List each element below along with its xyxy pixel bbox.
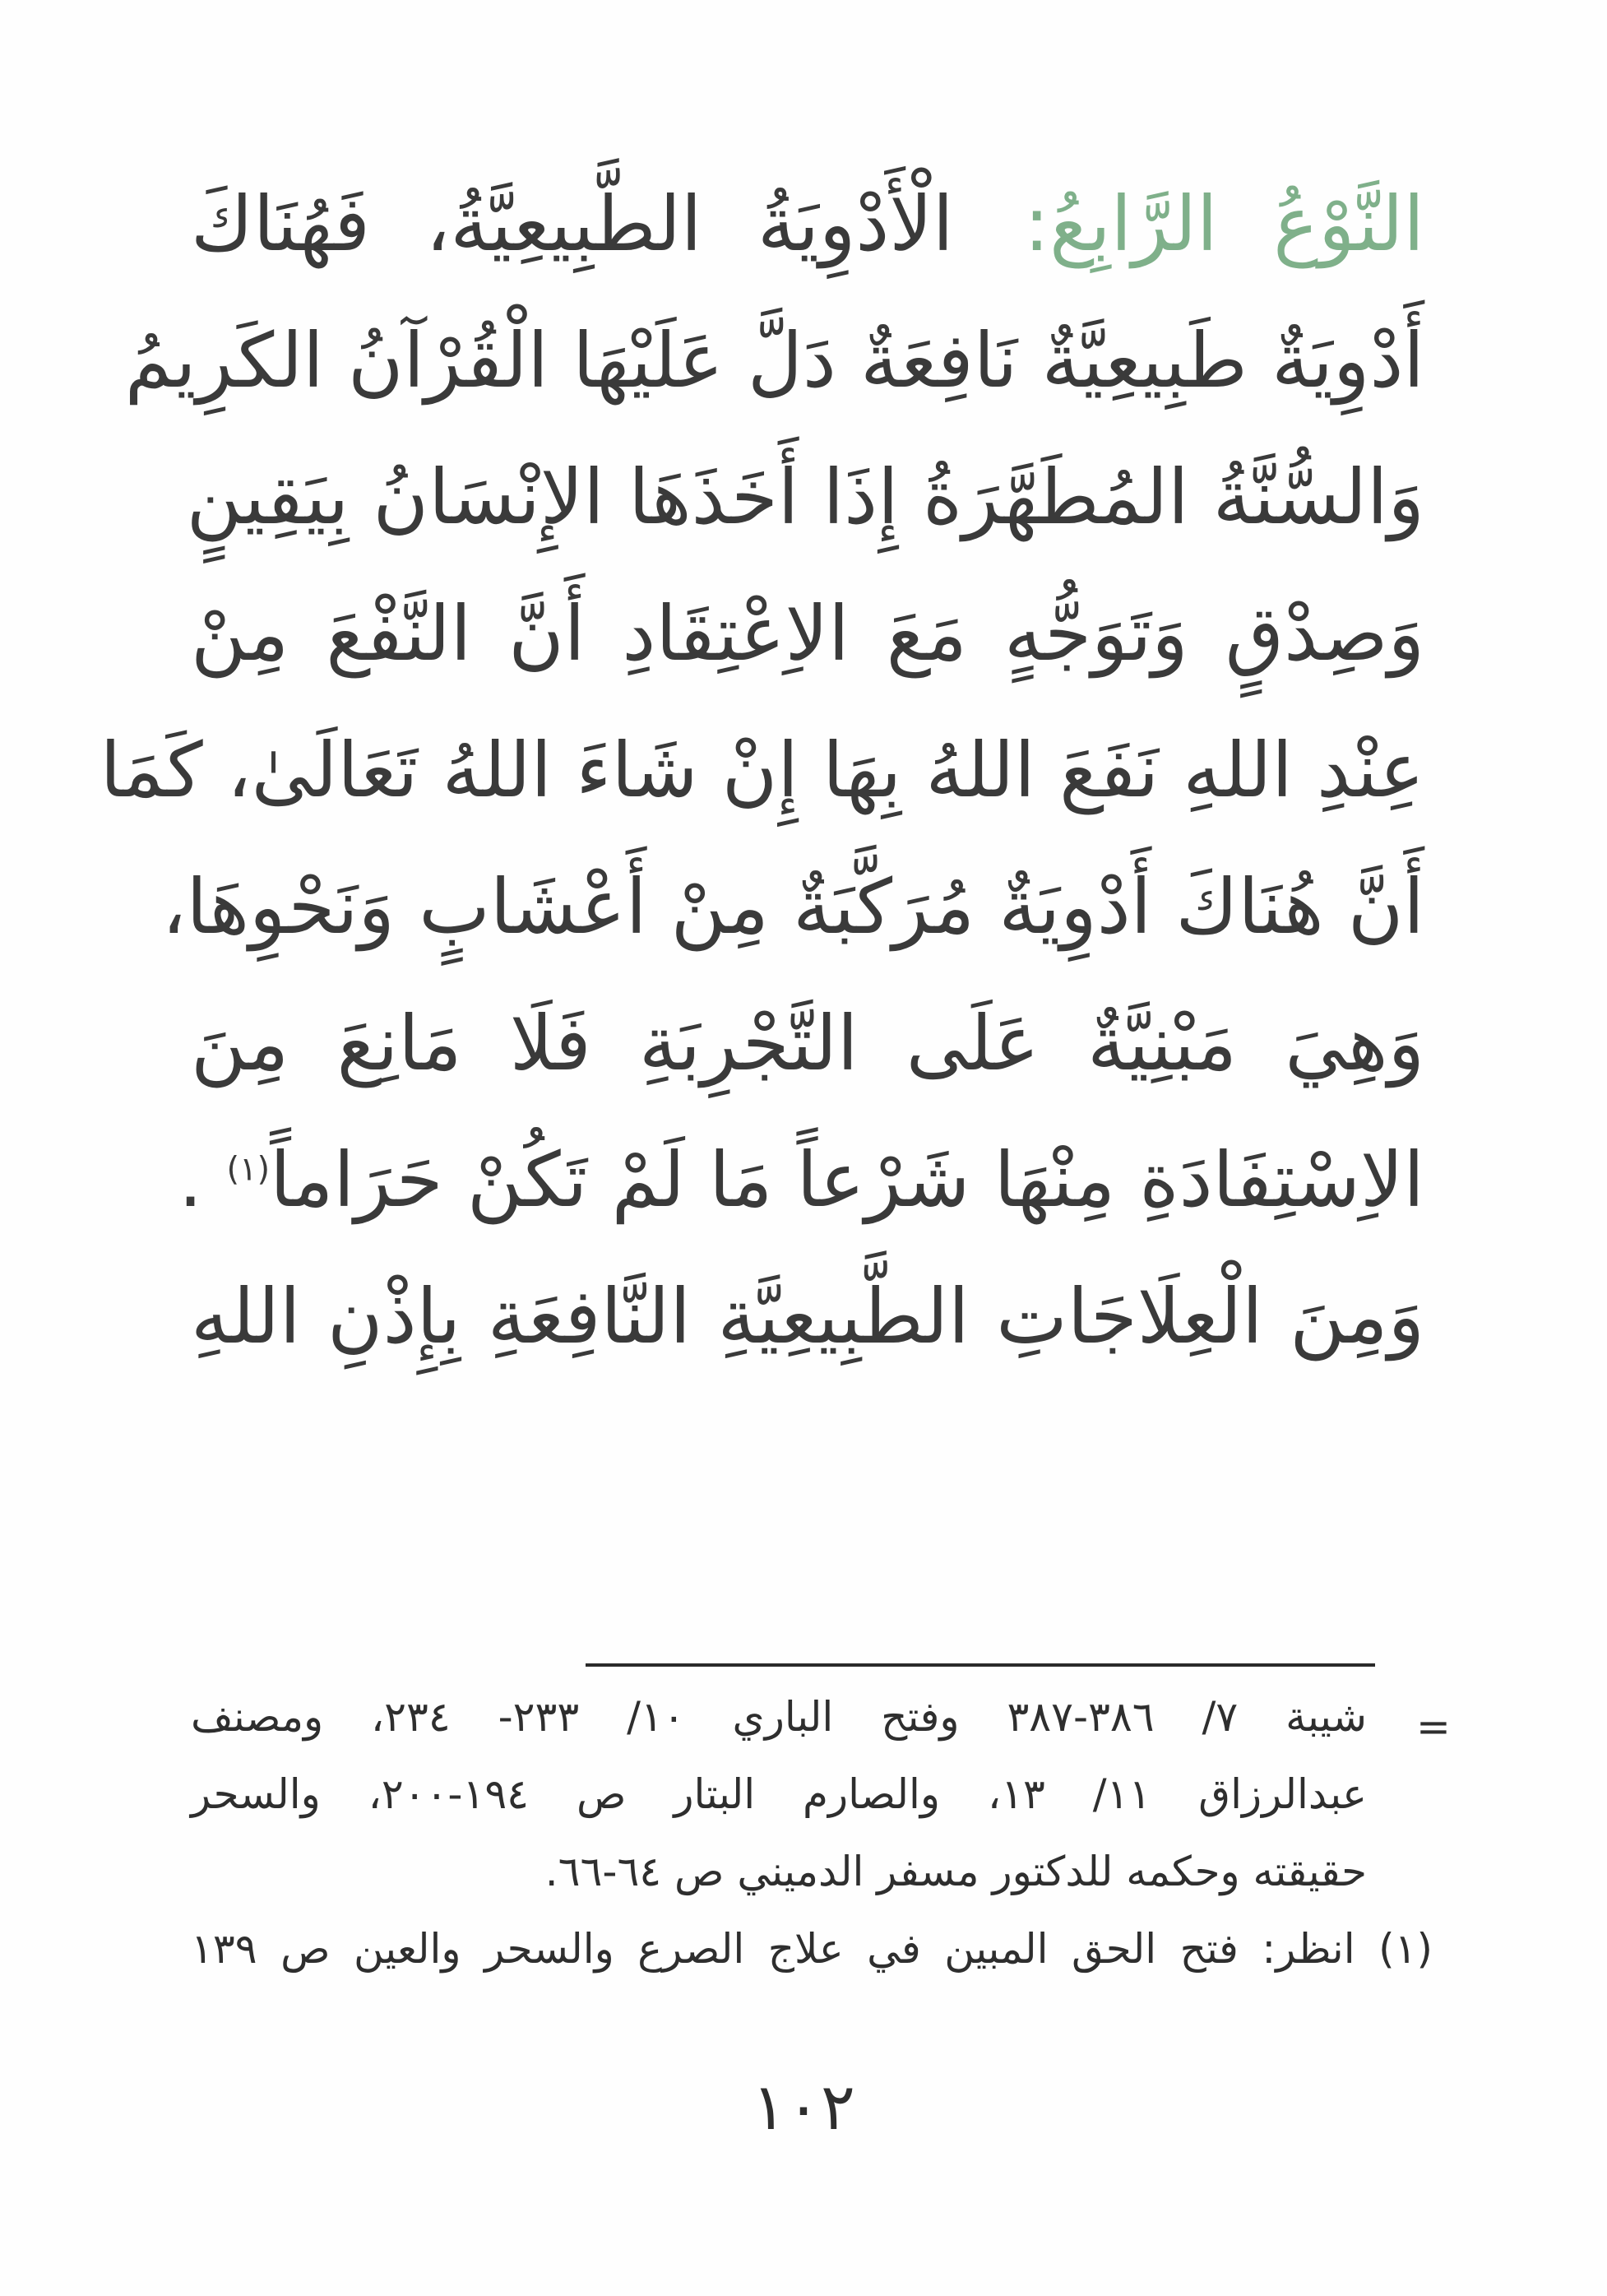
body-line-7: وَهِيَ مَبْنِيَّةٌ عَلَى التَّجْرِبَةِ فَلَا مَانِعَ مِنَ: [191, 1000, 1424, 1088]
main-text-block: [100, 156, 1424, 1385]
footnote-line-2: عبدالرزاق ١١/ ١٣، والصارم البتار ص ١٩٤-٢٠٠، والسحر: [191, 1770, 1368, 1818]
body-line-1-text: الْأَدْوِيَةُ الطَّبِيعِيَّةُ، فَهُنَاكَ: [191, 180, 954, 268]
body-line-1: [191, 156, 1424, 293]
footnote-line-4: (١) انظر: فتح الحق المبين في علاج الصرع والسحر والعين ص ١٣٩: [191, 1925, 1433, 1973]
body-line-8-text: الاِسْتِفَادَةِ مِنْهَا شَرْعاً مَا لَمْ تَكُنْ حَرَاماً: [270, 1136, 1424, 1224]
body-line-5: عِنْدِ اللهِ نَفَعَ اللهُ بِهَا إِنْ شَاءَ اللهُ تَعَالَىٰ، كَمَا: [100, 726, 1424, 814]
footnote-reference-1[interactable]: (١): [226, 1150, 271, 1189]
footnote-separator: [586, 1663, 1375, 1667]
body-line-3: وَالسُّنَّةُ المُطَهَّرَةُ إِذَا أَخَذَهَا الإِنْسَانُ بِيَقِينٍ: [186, 453, 1424, 541]
body-line-6: أَنَّ هُنَاكَ أَدْوِيَةٌ مُرَكَّبَةٌ مِنْ أَعْشَابٍ وَنَحْوِهَا،: [161, 863, 1424, 951]
footnote-continuation-mark: =: [1416, 1703, 1451, 1751]
page-number: ١٠٢: [752, 2071, 855, 2145]
body-line-8: [178, 1112, 1424, 1249]
body-line-9: وَمِنَ الْعِلَاجَاتِ الطَّبِيعِيَّةِ النَّافِعَةِ بِإِذْنِ اللهِ: [191, 1273, 1424, 1361]
footnote-line-1: شيبة ٧/ ٣٨٦-٣٨٧ وفتح الباري ١٠/ ٢٣٣- ٢٣٤، ومصنف: [191, 1693, 1368, 1741]
body-line-8-end: .: [178, 1136, 203, 1224]
section-heading: النَّوْعُ الرَّابِعُ:: [1024, 180, 1424, 268]
footnote-line-3: حقيقته وحكمه للدكتور مسفر الدميني ص ٦٤-٦٦.: [544, 1848, 1367, 1895]
body-line-4: وَصِدْقٍ وَتَوَجُّهٍ مَعَ الاِعْتِقَادِ أَنَّ النَّفْعَ مِنْ: [191, 590, 1424, 678]
body-line-2: أَدْوِيَةٌ طَبِيعِيَّةٌ نَافِعَةٌ دَلَّ عَلَيْهَا الْقُرْآنُ الكَرِيمُ: [124, 317, 1424, 405]
footnotes-block: [191, 1678, 1433, 1988]
